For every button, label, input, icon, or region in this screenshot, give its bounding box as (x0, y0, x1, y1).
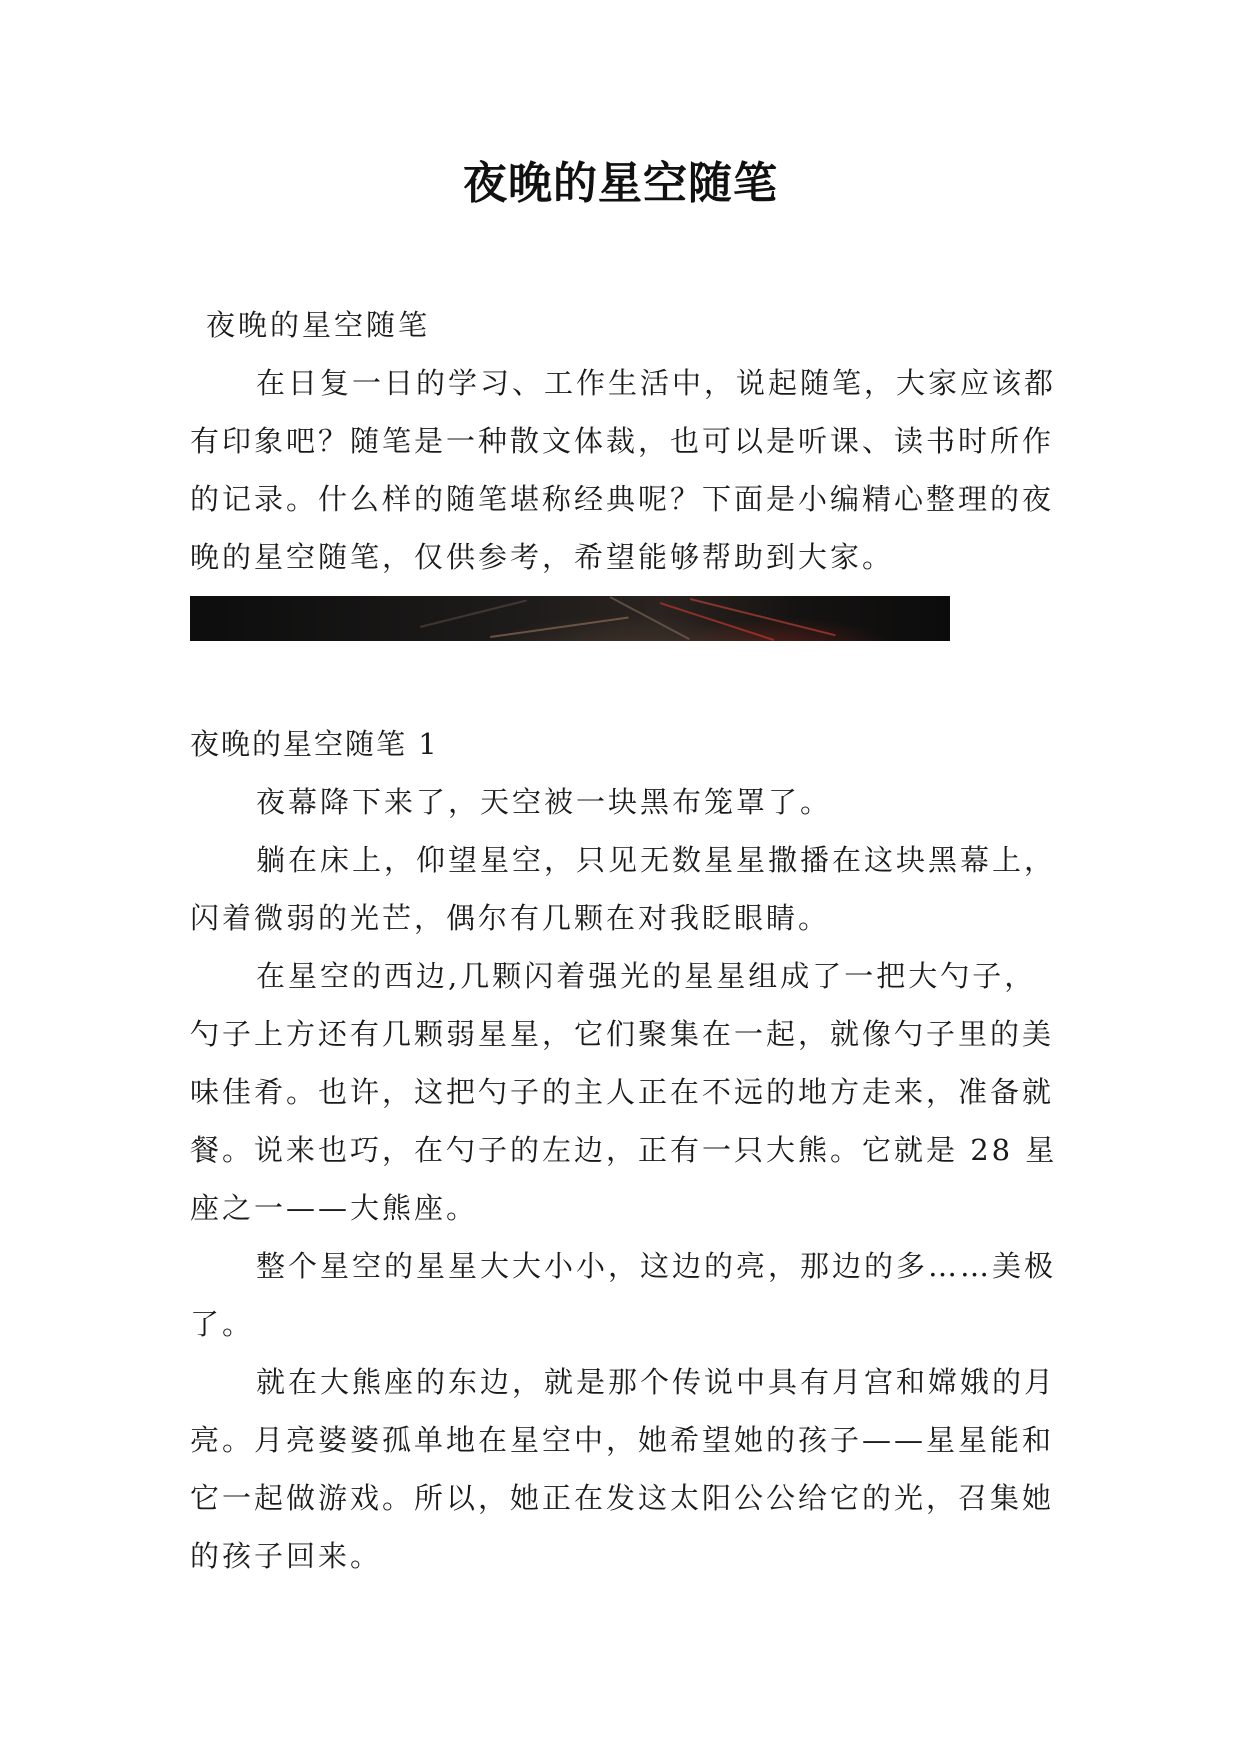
body-paragraph: 就在大熊座的东边，就是那个传说中具有月宫和嫦娥的月亮。月亮婆婆孤单地在星空中，她希望她的孩子——星星能和它一起做游戏。所以，她正在发这太阳公公给它的光，召集她的孩子回来。 (190, 1365, 1057, 1573)
document-subtitle: 夜晚的星空随笔 (206, 308, 431, 342)
body-paragraph: 在星空的西边,几颗闪着强光的星星组成了一把大勺子，勺子上方还有几颗弱星星，它们聚集在一起，就像勺子里的美味佳肴。也许，这把勺子的主人正在不远的地方走来，准备就餐。说来也巧，在勺子的左边，正有一只大熊。它就是 28 星座之一——大熊座。 (190, 959, 1058, 1225)
document-body (190, 296, 1060, 1585)
body-paragraph: 整个星空的星星大大小小，这边的亮，那边的多……美极了。 (190, 1249, 1057, 1341)
document-title: 夜晚的星空随笔 (463, 158, 778, 209)
body-paragraph: 夜幕降下来了，天空被一块黑布笼罩了。 (256, 785, 833, 819)
section-heading: 夜晚的星空随笔 1 (190, 727, 439, 761)
body-paragraph: 躺在床上，仰望星空，只见无数星星撒播在这块黑幕上，闪着微弱的光芒，偶尔有几颗在对我眨眼睛。 (190, 843, 1057, 935)
banner-glow (190, 596, 950, 641)
intro-paragraph: 在日复一日的学习、工作生活中，说起随笔，大家应该都有印象吧？随笔是一种散文体裁，也可以是听课、读书时所作的记录。什么样的随笔堪称经典呢？下面是小编精心整理的夜晚的星空随笔，仅供参考，希望能够帮助到大家。 (190, 366, 1057, 574)
spacer (190, 641, 1060, 715)
night-road-banner-image (190, 596, 950, 641)
